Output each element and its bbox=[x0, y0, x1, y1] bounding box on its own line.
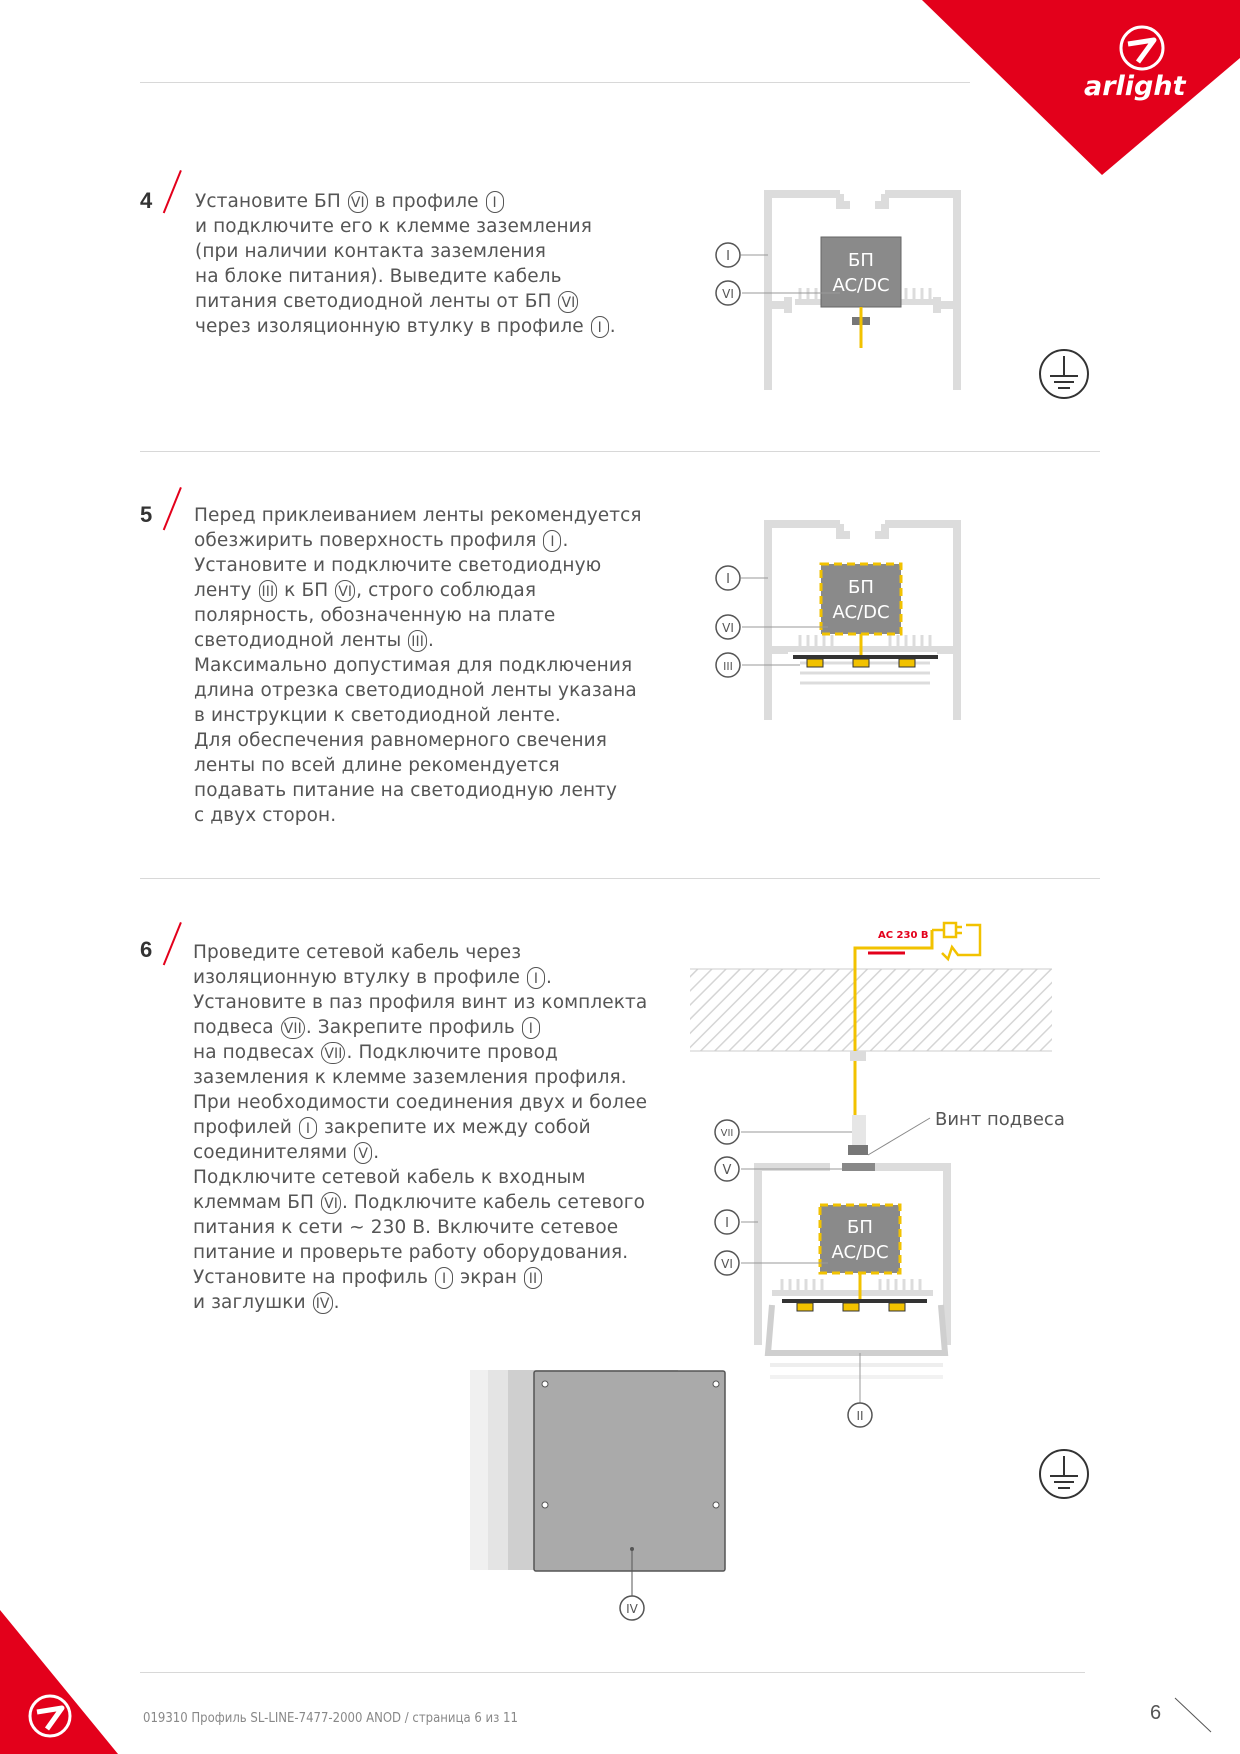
text-run: . bbox=[333, 1292, 340, 1313]
text-run: . bbox=[562, 530, 569, 551]
step-text-line bbox=[193, 1215, 647, 1240]
text-run: светодиодной ленты bbox=[194, 630, 408, 651]
text-run: Установите БП bbox=[195, 191, 347, 212]
page-number: 6 bbox=[1150, 1702, 1162, 1724]
step-text-line bbox=[193, 1015, 647, 1040]
led-chips bbox=[807, 659, 915, 667]
mains-label: AC 230 В bbox=[878, 930, 929, 941]
text-run: питания светодиодной ленты от БП bbox=[195, 291, 558, 312]
text-run: соединителями bbox=[193, 1142, 354, 1163]
ref-marker: VII bbox=[321, 1042, 345, 1064]
psu-box bbox=[821, 564, 901, 634]
text-run: . bbox=[609, 316, 616, 337]
step-text-line bbox=[193, 990, 647, 1015]
brand-triangle bbox=[922, 0, 1240, 175]
step-text-line bbox=[194, 578, 642, 603]
step-text-line bbox=[193, 1165, 647, 1190]
step-slash bbox=[163, 487, 182, 530]
text-run: Проведите сетевой кабель через bbox=[193, 942, 522, 963]
step-text-line bbox=[194, 603, 642, 628]
ref-marker-label: I bbox=[726, 249, 730, 264]
plug-icon bbox=[932, 923, 980, 959]
step-text-line bbox=[195, 214, 616, 239]
ref-marker: I bbox=[486, 191, 504, 213]
ref-marker: I bbox=[527, 967, 545, 989]
psu-label: БП bbox=[847, 1217, 873, 1238]
led-strip bbox=[782, 1299, 927, 1303]
step-5-text bbox=[194, 503, 642, 828]
ref-marker: I bbox=[522, 1017, 540, 1039]
step-text-line bbox=[195, 314, 616, 339]
step-text-line bbox=[194, 653, 642, 678]
step-text-line bbox=[195, 264, 616, 289]
step-text-line bbox=[194, 703, 642, 728]
text-run: . Закрепите профиль bbox=[305, 1017, 521, 1038]
divider-top bbox=[140, 82, 970, 83]
text-run: Установите на профиль bbox=[193, 1267, 435, 1288]
ref-marker: I bbox=[543, 530, 561, 552]
step-slash bbox=[163, 922, 182, 965]
text-run: (при наличии контакта заземления bbox=[195, 241, 546, 262]
text-run: . Подключите провод bbox=[346, 1042, 558, 1063]
step-number: 5 bbox=[140, 502, 153, 527]
ref-marker: VII bbox=[281, 1017, 305, 1039]
arlight-logo-text: arlight bbox=[1084, 71, 1186, 102]
brand-corner-bottom bbox=[0, 1610, 120, 1754]
text-run: Максимально допустимая для подключения bbox=[194, 655, 633, 676]
ref-marker-label: VI bbox=[722, 287, 734, 301]
text-run: в инструкции к светодиодной ленте. bbox=[194, 705, 561, 726]
ref-marker: I bbox=[435, 1267, 453, 1289]
ref-marker: V bbox=[354, 1142, 372, 1164]
screw-label: Винт подвеса bbox=[935, 1109, 1065, 1130]
divider-step4 bbox=[140, 451, 1100, 452]
ceiling-slab bbox=[690, 969, 1052, 1051]
diagram-step-6 bbox=[690, 905, 1100, 1435]
ref-marker: I bbox=[591, 316, 609, 338]
psu-box bbox=[821, 237, 901, 307]
step-text-line bbox=[193, 1265, 647, 1290]
step-text-line bbox=[195, 239, 616, 264]
ref-marker: II bbox=[524, 1267, 542, 1289]
divider-step5 bbox=[140, 878, 1100, 879]
step-text-line bbox=[195, 189, 616, 214]
ceiling-mount bbox=[850, 1051, 866, 1061]
text-run: длина отрезка светодиодной ленты указана bbox=[194, 680, 637, 701]
text-run: изоляционную втулку в профиле bbox=[193, 967, 526, 988]
text-run: подавать питание на светодиодную ленту bbox=[194, 780, 618, 801]
step-text-line bbox=[193, 1240, 647, 1265]
psu-label: AC/DC bbox=[832, 275, 890, 296]
brand-corner bbox=[922, 0, 1240, 175]
heatsink-fins bbox=[772, 1279, 933, 1293]
ref-marker-label: VII bbox=[720, 1128, 734, 1139]
step-text-line bbox=[194, 803, 642, 828]
diagram-step-5 bbox=[700, 515, 1100, 730]
end-cap bbox=[534, 1371, 725, 1571]
ref-marker-label: IV bbox=[626, 1602, 638, 1616]
text-run: Перед приклеиванием ленты рекомендуется bbox=[194, 505, 642, 526]
text-run: . bbox=[373, 1142, 380, 1163]
ref-marker-label: I bbox=[725, 1216, 729, 1231]
step-text-line bbox=[193, 1065, 647, 1090]
suspension-screw bbox=[848, 1145, 868, 1155]
step-text-line bbox=[195, 289, 616, 314]
psu-label: БП bbox=[848, 250, 874, 271]
step-text-line bbox=[194, 503, 642, 528]
psu-label: AC/DC bbox=[832, 602, 890, 623]
ref-marker: VI bbox=[335, 580, 355, 602]
leader-line bbox=[868, 1118, 930, 1155]
led-chips bbox=[797, 1303, 905, 1311]
text-run: . bbox=[427, 630, 434, 651]
step-text-line bbox=[193, 965, 647, 990]
text-run: . Подключите кабель сетевого bbox=[341, 1192, 645, 1213]
psu-label: БП bbox=[848, 577, 874, 598]
end-caps-diagram bbox=[468, 1368, 738, 1622]
text-run: через изоляционную втулку в профиле bbox=[195, 316, 590, 337]
step-text-line bbox=[194, 528, 642, 553]
step-text-line bbox=[194, 728, 642, 753]
step-text-line bbox=[194, 678, 642, 703]
divider-footer bbox=[140, 1672, 1085, 1673]
text-run: Установите и подключите светодиодную bbox=[194, 555, 602, 576]
text-run: обезжирить поверхность профиля bbox=[194, 530, 543, 551]
step-text-line bbox=[194, 753, 642, 778]
text-run: Установите в паз профиля винт из комплекта bbox=[193, 992, 648, 1013]
ref-marker: III bbox=[259, 580, 278, 602]
step-number: 6 bbox=[140, 937, 153, 962]
text-run: экран bbox=[454, 1267, 524, 1288]
step-text-line bbox=[194, 628, 642, 653]
suspension-rod bbox=[852, 1115, 866, 1149]
text-run: на подвесах bbox=[193, 1042, 321, 1063]
ref-marker: VI bbox=[348, 191, 368, 213]
text-run: полярность, обозначенную на плате bbox=[194, 605, 556, 626]
text-run: закрепите их между собой bbox=[318, 1117, 591, 1138]
step-text-line bbox=[193, 1140, 647, 1165]
led-strip bbox=[793, 655, 938, 659]
text-run: Для обеспечения равномерного свечения bbox=[194, 730, 608, 751]
footer-doc-text: 019310 Профиль SL-LINE-7477-2000 ANOD / страница 6 из 11 bbox=[143, 1711, 518, 1726]
psu-label: AC/DC bbox=[831, 1242, 889, 1263]
ground-icon bbox=[1037, 347, 1091, 401]
ref-marker: VI bbox=[558, 291, 578, 313]
step-text-line bbox=[193, 1190, 647, 1215]
text-run: на блоке питания). Выведите кабель bbox=[195, 266, 562, 287]
text-run: в профиле bbox=[368, 191, 485, 212]
step-text-line bbox=[193, 1290, 647, 1315]
page-corner-line bbox=[1173, 1696, 1213, 1736]
connector bbox=[842, 1163, 876, 1171]
text-run: подвеса bbox=[193, 1017, 280, 1038]
step-text-line bbox=[193, 1090, 647, 1115]
ref-marker: III bbox=[408, 630, 427, 652]
ref-marker-label: I bbox=[726, 572, 730, 587]
step-number: 4 bbox=[140, 188, 153, 213]
text-run: , строго соблюдая bbox=[356, 580, 537, 601]
ref-marker: VI bbox=[321, 1192, 341, 1214]
step-text-line bbox=[194, 778, 642, 803]
ground-icon bbox=[1037, 1447, 1091, 1501]
ref-marker-label: VI bbox=[721, 1257, 733, 1271]
text-run: профилей bbox=[193, 1117, 299, 1138]
text-run: При необходимости соединения двух и более bbox=[193, 1092, 648, 1113]
ref-marker-label: VI bbox=[722, 621, 734, 635]
text-run: к БП bbox=[278, 580, 335, 601]
text-run: заземления к клемме заземления профиля. bbox=[193, 1067, 627, 1088]
step-text-line bbox=[193, 1115, 647, 1140]
diffuser-screen bbox=[768, 1305, 945, 1353]
step-4-text bbox=[195, 189, 616, 339]
step-6-text bbox=[193, 940, 647, 1315]
ref-marker-label: II bbox=[856, 1409, 864, 1423]
text-run: питание и проверьте работу оборудования. bbox=[193, 1242, 629, 1263]
text-run: и подключите его к клемме заземления bbox=[195, 216, 592, 237]
text-run: Подключите сетевой кабель к входным bbox=[193, 1167, 586, 1188]
text-run: . bbox=[545, 967, 552, 988]
text-run: ленту bbox=[194, 580, 258, 601]
ref-marker-label: III bbox=[723, 660, 733, 673]
step-text-line bbox=[193, 1040, 647, 1065]
text-run: ленты по всей длине рекомендуется bbox=[194, 755, 560, 776]
text-run: и заглушки bbox=[193, 1292, 312, 1313]
text-run: с двух сторон. bbox=[194, 805, 337, 826]
ref-marker: I bbox=[299, 1117, 317, 1139]
ref-marker: IV bbox=[313, 1292, 333, 1314]
step-slash bbox=[163, 170, 182, 213]
ref-marker-label: V bbox=[722, 1163, 732, 1178]
text-run: клеммам БП bbox=[193, 1192, 321, 1213]
step-text-line bbox=[193, 940, 647, 965]
step-text-line bbox=[194, 553, 642, 578]
text-run: питания к сети ~ 230 В. Включите сетевое bbox=[193, 1217, 619, 1238]
